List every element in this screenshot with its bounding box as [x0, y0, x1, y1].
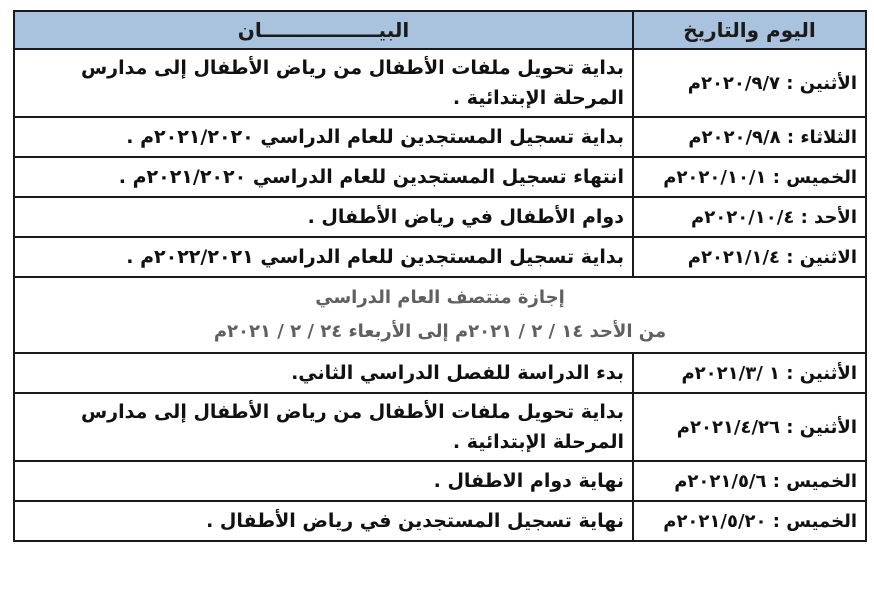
row-description: نهاية تسجيل المستجدين في رياض الأطفال .: [14, 501, 633, 541]
row-date: الخميس : ٢٠٢١/٥/٦م: [633, 461, 866, 501]
row-date: الأثنين : ١ /٢٠٢١/٣م: [633, 353, 866, 393]
row-description: بدء الدراسة للفصل الدراسي الثاني.: [14, 353, 633, 393]
row-description: بداية تسجيل المستجدين للعام الدراسي ٢٠٢١/٢٠٢٠م .: [14, 117, 633, 157]
header-date: اليوم والتاريخ: [633, 11, 866, 49]
midyear-holiday-cell: [14, 277, 866, 353]
table-row: [14, 237, 866, 277]
table-row: [14, 353, 866, 393]
holiday-row: [14, 277, 866, 353]
table-row: [14, 197, 866, 237]
holiday-title: إجازة منتصف العام الدراسي: [315, 287, 565, 308]
row-date: الأثنين : ٢٠٢١/٤/٢٦م: [633, 393, 866, 461]
table-row: [14, 393, 866, 461]
table-row: [14, 49, 866, 117]
table-row: [14, 501, 866, 541]
row-description: دوام الأطفال في رياض الأطفال .: [14, 197, 633, 237]
calendar-document: [13, 10, 865, 582]
holiday-range: من الأحد ١٤ / ٢ / ٢٠٢١م إلى الأربعاء ٢٤ / ٢ / ٢٠٢١م: [213, 321, 667, 342]
row-date: الثلاثاء : ٢٠٢٠/٩/٨م: [633, 117, 866, 157]
school-calendar-table: [13, 10, 867, 542]
header-row: [14, 11, 866, 49]
row-date: الخميس : ٢٠٢٠/١٠/١م: [633, 157, 866, 197]
row-description: بداية تسجيل المستجدين للعام الدراسي ٢٠٢٢/٢٠٢١م .: [14, 237, 633, 277]
header-description: البيـــــــــــــــــان: [14, 11, 633, 49]
row-date: الأحد : ٢٠٢٠/١٠/٤م: [633, 197, 866, 237]
table-row: [14, 461, 866, 501]
row-date: الأثنين : ٢٠٢٠/٩/٧م: [633, 49, 866, 117]
row-date: الخميس : ٢٠٢١/٥/٢٠م: [633, 501, 866, 541]
table-row: [14, 157, 866, 197]
row-description: بداية تحويل ملفات الأطفال من رياض الأطفال إلى مدارس المرحلة الإبتدائية .: [14, 49, 633, 117]
table-row: [14, 117, 866, 157]
row-date: الاثنين : ٢٠٢١/١/٤م: [633, 237, 866, 277]
row-description: بداية تحويل ملفات الأطفال من رياض الأطفال إلى مدارس المرحلة الإبتدائية .: [14, 393, 633, 461]
row-description: انتهاء تسجيل المستجدين للعام الدراسي ٢٠٢١/٢٠٢٠م .: [14, 157, 633, 197]
row-description: نهاية دوام الاطفال .: [14, 461, 633, 501]
